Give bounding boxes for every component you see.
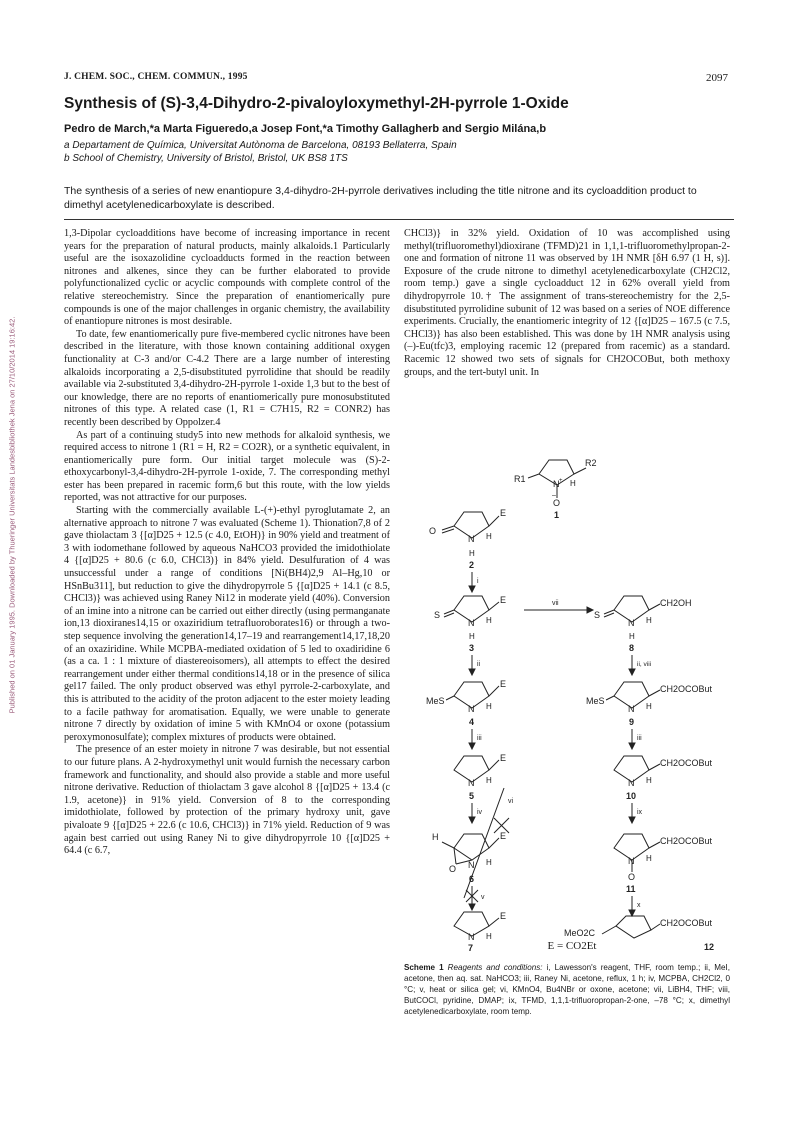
body-paragraph: 1,3-Dipolar cycloadditions have become of increasing importance in recent years for the preparation of natural products, mainly alkaloids.1 Particularly useful are the isoxazolidine cycloadducts formed in the reaction between nitrones and alkenes, since they can be further elaborated to provide polyfunctionalized cyclic or acyclic compounds with complete control of the relative stereochemistry. Since the preparation of enantiomerically pure compounds is one of the major challenges in organic chemistry, the availability of enantiopure nitrones is most desirable.	[64, 228, 390, 328]
substituent-ch2ocobu: CH2OCOBut	[660, 758, 713, 768]
atom-h: H	[432, 832, 439, 842]
atom-n: N	[468, 778, 475, 788]
atom-h: H	[486, 702, 492, 711]
atom-n: N	[468, 860, 475, 870]
charge-plus: +	[559, 478, 563, 484]
atom-r1: R1	[514, 474, 526, 484]
atom-h: H	[570, 479, 576, 488]
atom-h: H	[469, 549, 475, 558]
body-paragraph: CHCl3)} in 32% yield. Oxidation of 10 was accomplished using methyl(trifluoromethyl)dioxirane (TFMD)21 in 1,1,1-trifluoromethylpropan-2-one and formation of nitrone 11 was observed by 1H NMR [δH 6.97 (1 H, s)]. Exposure of the crude nitrone to dimethyl acetylenedicarboxylate (CH2Cl2, room temp.) gave a single cycloadduct 12 in 62% overall yield from dihydropyrrole 10.† The assignment of trans-stereochemistry for the 2,5-disubstituted pyrrolidine subunit of 12 was based on a series of NOE difference experiments. Crucially, the enantiomeric integrity of 12 {[α]D25 – 167.5 (c 7.5, CHCl3)} has also been established. This was done by 1H NMR analysis using (–)-Eu(tfc)3, employing racemic 12 (prepared from racemic) as a standard. Racemic 12 showed two sets of signals for CH2OCOBut, both methoxy groups, and the tert-butyl unit. In	[404, 228, 730, 378]
atom-o: O	[628, 872, 636, 882]
page-number: 2097	[706, 72, 728, 84]
step-label: vii	[552, 600, 559, 607]
step-label: vi	[508, 798, 514, 805]
atom-o: O	[429, 526, 437, 536]
atom-e: E	[500, 911, 507, 921]
atom-h: H	[629, 632, 635, 641]
atom-n: N	[468, 704, 475, 714]
atom-e: E	[500, 831, 507, 841]
compound-number: 2	[469, 560, 475, 570]
caption-text: i, Lawesson's reagent, THF, room temp.; ii, MeI, acetone, then aq. sat. NaHCO3; iii, Raney Ni, acetone, reflux, 1 h; iv, MCPBA, CH2Cl2, 0 °C; v, heat or silica gel; vi, KMnO4, Bu4NBr or oxone, acetone; vii, LiBH4, THF; viii, ButCOCl, pyridine, DMAP; ix, TFMD, 1,1,1-trifluoropropan-2-one, –78 °C; x, dimethyl acetylenedicarboxylate, room temp.	[404, 963, 730, 1016]
scheme-caption	[404, 962, 730, 1017]
compound-3-structure	[434, 595, 506, 653]
atom-n: N	[468, 534, 475, 544]
compound-11-structure	[614, 834, 713, 894]
compound-number: 12	[704, 942, 715, 952]
running-header	[64, 72, 728, 86]
compound-number: 4	[469, 717, 475, 727]
compound-10-structure	[614, 756, 713, 801]
step-label: v	[481, 894, 485, 901]
download-watermark	[6, 190, 18, 840]
author-list: Pedro de March,*a Marta Figueredo,a Josep Font,*a Timothy Gallagherb and Sergio Milána,b	[64, 123, 547, 135]
atom-h: H	[486, 532, 492, 541]
atom-o: O	[553, 498, 561, 508]
compound-5-structure	[454, 753, 506, 801]
atom-e: E	[500, 595, 507, 605]
step-label: x	[637, 902, 641, 909]
abstract-divider	[64, 219, 734, 220]
atom-h: H	[469, 632, 475, 641]
compound-2-structure	[429, 508, 506, 570]
step-label: iv	[477, 809, 483, 816]
affiliation-b: b School of Chemistry, University of Bristol, Bristol, UK BS8 1TS	[64, 153, 348, 164]
compound-8-structure	[594, 596, 692, 653]
atom-h: H	[646, 854, 652, 863]
atom-h: H	[486, 858, 492, 867]
caption-title: Reagents and conditions:	[447, 963, 543, 972]
step-label: ii, viii	[637, 661, 652, 668]
step-label: iii	[637, 735, 642, 742]
scheme-drawing	[404, 378, 734, 953]
substituent-ch2ocobu: CH2OCOBut	[660, 918, 713, 928]
atom-n: N	[468, 932, 475, 942]
charge-minus: –	[552, 492, 556, 499]
body-paragraph: To date, few enantiomerically pure five-membered cyclic nitrones have been described in the literature, with those known containing additional oxygen functionality at C-3 and/or C-4.2 There are a large number of interesting alkaloids incorporating a 2,5-disubstituted pyrrolidine that should be readily available via 2-substituted 3,4-dihydro-2H-pyrrole 1-oxide 1,3 but to the best of our knowledge, there are no reports of enantiomerically pure monosubstituted nitrones of this type. A related case (1, R1 = C7H15, R2 = CONR2) has recently been described by Oppolzer.4	[64, 328, 390, 428]
atom-s: S	[594, 610, 601, 620]
download-note-text: Published on 01 January 1995. Downloaded by Thueringer Universitats Landesbibliothek Jena on 27/10/2014 19:16:42.	[7, 316, 17, 714]
journal-name: J. CHEM. SOC., CHEM. COMMUN., 1995	[64, 72, 248, 82]
atom-n: N	[628, 704, 635, 714]
article-title: Synthesis of (S)-3,4-Dihydro-2-pivaloyloxymethyl-2H-pyrrole 1-Oxide	[64, 95, 569, 112]
affiliation-a: a Departament de Química, Universitat Autònoma de Barcelona, 08193 Bellaterra, Spain	[64, 140, 457, 151]
substituent-meo2c: MeO2C	[564, 928, 596, 938]
compound-number: 8	[629, 643, 635, 653]
compound-number: 1	[554, 510, 560, 520]
step-label: i	[477, 578, 479, 585]
compound-1-structure	[514, 458, 597, 520]
compound-number: 5	[469, 791, 475, 801]
compound-number: 7	[468, 943, 474, 953]
atom-h: H	[486, 776, 492, 785]
atom-e: E	[500, 508, 507, 518]
atom-h: H	[646, 616, 652, 625]
body-paragraph: As part of a continuing study5 into new methods for alkaloid synthesis, we required access to nitrone 1 (R1 = H, R2 = CO2R), or a synthetic equivalent, in enantiomerically pure form. Our initial target molecule was (S)-2-ethoxycarbonyl-3,4-dihydro-2H-pyrrole 1-oxide, 7. The corresponding methyl ester has been prepared in racemic form,6 but this route, with the low yields reported, was not attractive for our purposes.	[64, 429, 390, 504]
caption-label: Scheme 1	[404, 963, 444, 972]
compound-number: 3	[469, 643, 475, 653]
atom-n: N	[628, 618, 635, 628]
atom-n: N	[628, 778, 635, 788]
atom-h: H	[486, 932, 492, 941]
atom-e: E	[500, 753, 507, 763]
body-paragraph: The presence of an ester moiety in nitrone 7 was desirable, but not essential to our future plans. A 2-hydroxymethyl unit would furnish the necessary carbon framework and functionality, and should also provide a stable and more useful nitrone derivative. Reduction of thiolactam 3 gave alcohol 8 {[α]D25 + 13.4 (c 1.9, acetone)} in 91% yield. Conversion of 8 to the corresponding imidothiolate, followed by protection of the primary hydroxy unit, gave pivaloate 9 {[α]D25 + 22.6 (c 10.6, CHCl3)} in 71% yield. Reduction of 9 was again best carried out using Raney Ni to give dihydropyrrole 10 {[α]D25 + 64.4 (c 6.7,	[64, 744, 390, 857]
substituent-mes: MeS	[426, 696, 445, 706]
compound-9-structure	[586, 682, 713, 727]
substituent-ch2ocobu: CH2OCOBut	[660, 836, 713, 846]
abstract: The synthesis of a series of new enantiopure 3,4-dihydro-2H-pyrrole derivatives including the title nitrone and its cycloaddition product to dimethyl acetylenedicarboxylate is described.	[64, 185, 697, 211]
atom-e: E	[500, 679, 507, 689]
compound-number: 10	[626, 791, 637, 801]
atom-n: N	[628, 856, 635, 866]
step-label: iii	[477, 735, 482, 742]
e-definition: E = CO2Et	[547, 940, 597, 952]
substituent-ch2oh: CH2OH	[660, 598, 692, 608]
compound-7-structure	[454, 911, 506, 953]
compound-number: 9	[629, 717, 635, 727]
atom-n: N	[553, 479, 560, 489]
atom-h: H	[646, 702, 652, 711]
body-column-left	[64, 228, 390, 858]
substituent-ch2ocobu: CH2OCOBut	[660, 684, 713, 694]
atom-n: N	[468, 618, 475, 628]
substituent-mes: MeS	[586, 696, 605, 706]
atom-h: H	[646, 776, 652, 785]
atom-h: H	[486, 616, 492, 625]
compound-number: 11	[626, 884, 636, 894]
step-label: ii	[477, 661, 481, 668]
body-column-right	[404, 228, 730, 379]
step-label: ix	[637, 809, 643, 816]
body-paragraph: Starting with the commercially available L-(+)-ethyl pyroglutamate 2, an alternative approach to nitrone 7 was evaluated (Scheme 1). Thionation7,8 of 2 gave thiolactam 3 {[α]D25 + 12.5 (c 4.0, EtOH)} in 90% yield and treatment of 3 with iodomethane followed by aqueous NaHCO3 provided the imidothiolate 4 {[α]D25 + 80.6 (c 6.0, CHCl3)} in 84% yield. Desulfuration of 4 was unsuccessful under a range of conditions [Ni(BH4)2,9 Al–Hg,10 or HSnBu311], but reduction to give the dihydropyrrole 5 {[α]D25 + 14.1 (c 8.5, CHCl3)} was achieved using Raney Ni12 in moderate yield (40%). Conversion of an imine into a nitrone can be carried out either directly (using permanganate ion,13 dioxiranes14,15 or oxaziridium tetrafluoroborates16) or through a two-step sequence involving the generation14,17–19 and rearrangement14,17,18,20 of an oxaziridine. While MCPBA-mediated oxidation of 5 led to oxadiridine 6 (as a ca. 1 : 1 mixture of diastereoisomers), all attempts to effect the desired rearrangement under either thermal conditions14,18 or in the presence of silica gel17 failed. The only product observed was ethyl pyrrole-2-carboxylate, and this is attributed to the acidity of the proton adjacent to the ester moiety leading to a facile pathway for aromatisation. Equally, we were unable to generate nitrone 7 directly by oxidation of imine 5 with KMnO4 or oxone (potassium peroxymonosulfate); complex mixtures of products were obtained.	[64, 505, 390, 743]
compound-number: 6	[469, 874, 475, 884]
atom-s: S	[434, 610, 441, 620]
atom-r2: R2	[585, 458, 597, 468]
compound-4-structure	[426, 679, 506, 727]
compound-6-structure	[432, 831, 506, 884]
reaction-scheme	[404, 378, 734, 953]
atom-o: O	[449, 864, 457, 874]
